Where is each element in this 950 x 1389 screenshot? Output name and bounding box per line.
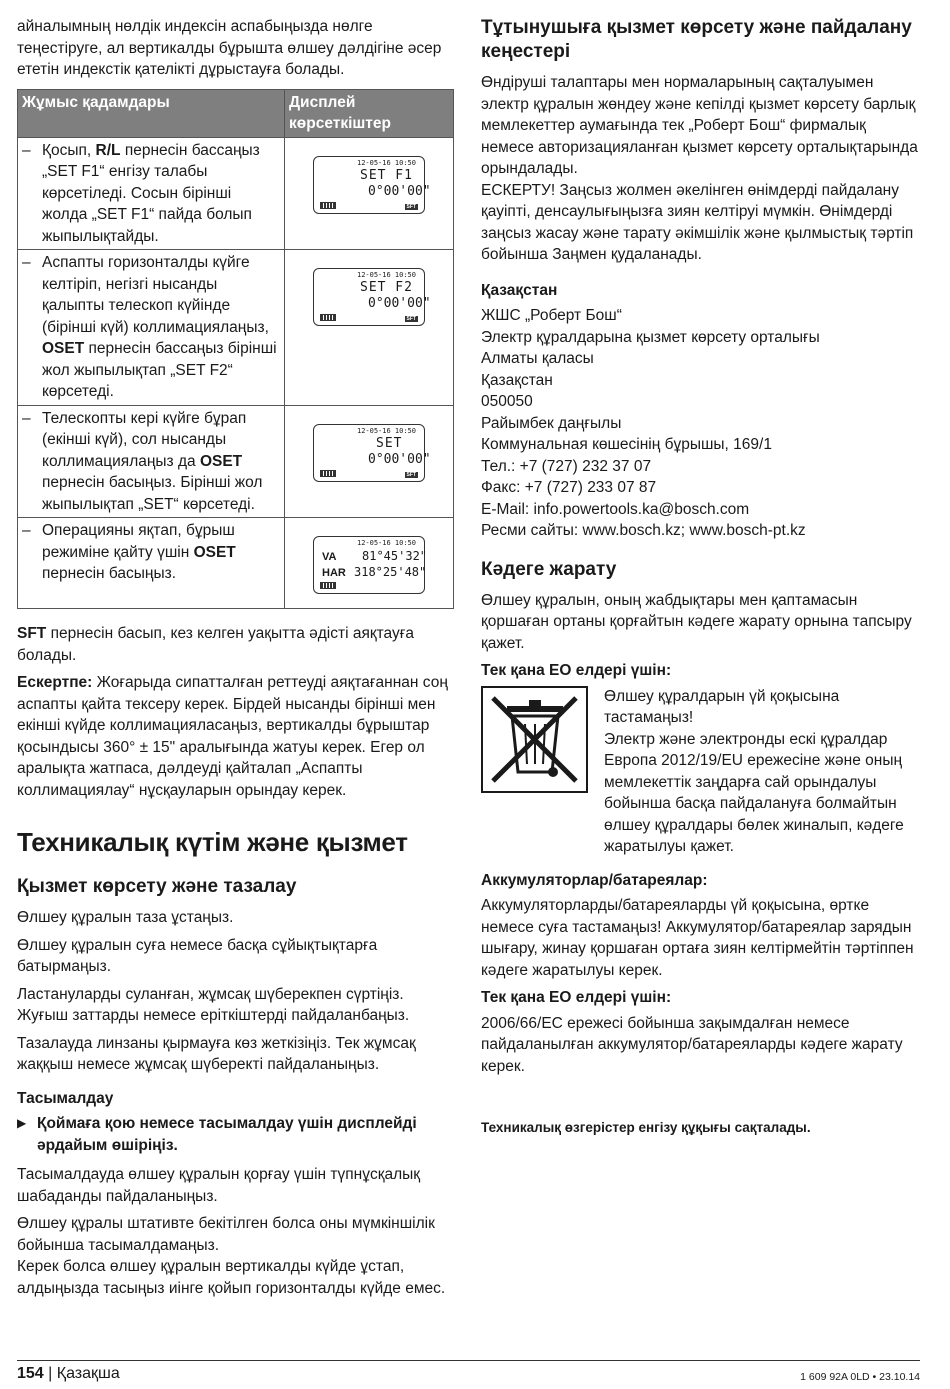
table-header	[18, 89, 454, 137]
sft-label: SFT	[406, 316, 416, 322]
transport-paragraph: Керек болса өлшеу құралын вертикалды күйде ұстап, алдыңызда тасыңыз иінге қойып горизонталды күйде емес.	[17, 1258, 446, 1297]
lcd-ha-label: HAR	[322, 567, 346, 579]
sft-label: SFT	[406, 471, 416, 478]
weee-block	[481, 686, 921, 864]
consumer-paragraph: Өндіруші талаптары мен нормаларының сақталуымен электр құралын жөндеу және кепілді қызмет көрсету барлық мемлекеттер аумағында тек „Роберт Бош“ фирмалық немесе авторизацияланған қызмет көрсету орталықтарында орындалады.	[481, 74, 918, 177]
lcd-line2: 0°00'00"	[368, 451, 431, 467]
rights-reserved-note: Техникалық өзгерістер енгізу құқығы сақталады.	[481, 1120, 811, 1135]
right-column	[481, 16, 921, 1139]
subsection-disposal: Кәдеге жарату	[481, 558, 617, 580]
battery-icon	[320, 470, 336, 477]
battery-icon	[320, 202, 336, 209]
transport-bullet-text: Қоймаға қою немесе тасымалдау үшін дисплейді әрдайым өшіріңіз.	[37, 1115, 417, 1154]
address-line: Тел.: +7 (727) 232 37 07	[481, 457, 652, 475]
lcd-timestamp: 12-05-16 10:50	[356, 271, 416, 279]
table-row	[18, 518, 454, 609]
eu-only-heading: Тек қана ЕО елдері үшін:	[481, 989, 672, 1006]
step-text: Аспапты горизонталды күйге келтіріп, негізгі нысанды қалыпты телескоп күйінде (бірінші күй) коллимациялаңыз, OSET пернесін бассаңыз бірінші жол жыпылықтап „SET F2“ көрсетеді.	[42, 254, 277, 400]
header-display: Дисплей көрсеткіштер	[285, 89, 454, 137]
lcd-line2: 0°00'00"	[368, 296, 431, 311]
lcd-display	[313, 268, 431, 326]
step-text: Телескопты кері күйге бұрап (екінші күй), сол нысанды коллимациялаңыз да OSET пернесін басыңыз. Бірінші жол жыпылықтап „SET“ көрсетеді.	[42, 409, 263, 513]
battery-icon	[320, 582, 336, 589]
lcd-timestamp: 12-05-16 10:50	[356, 158, 416, 167]
page-number: 154	[17, 1365, 44, 1382]
lcd-line1: SET F1	[360, 167, 413, 183]
work-steps-table	[17, 89, 454, 610]
table-row	[18, 405, 454, 518]
address-line: E-Mail: info.powertools.ka@bosch.com	[481, 500, 750, 518]
section-title-maintenance: Техникалық күтім және қызмет	[17, 827, 408, 857]
lcd-va-value: 81°45'32"	[362, 549, 428, 563]
weee-paragraph: Өлшеу құралдарын үй қоқысына тастамаңыз!	[604, 687, 840, 726]
row-dash: –	[22, 409, 31, 427]
subsection-service: Қызмет көрсету және тазалау	[17, 876, 297, 897]
header-steps: Жұмыс қадамдары	[18, 89, 285, 137]
sft-key: SFT	[17, 625, 47, 642]
footer-separator: |	[43, 1365, 57, 1382]
row-dash: –	[22, 141, 31, 159]
note-label: Ескертпе:	[17, 674, 93, 691]
transport-bullet	[17, 1113, 454, 1156]
address-line: Ресми сайты: www.bosch.kz; www.bosch-pt.kz	[481, 522, 806, 539]
batteries-paragraph: Аккумуляторларды/батареяларды үй қоқысына, өртке немесе суға тастамаңыз! Аккумулятор/батареялар зарядын шығару, жинау қоршаған ортаға зиян келтірмейтін тәртіппен кәдеге жаратылуы керек.	[481, 897, 914, 979]
lcd-line2: 0°00'00"	[368, 183, 431, 199]
service-paragraph: Ластануларды суланған, жұмсақ шүберекпен сүртіңіз. Жуғыш заттарды немесе еріткіштерді пайдаланбаңыз.	[17, 985, 410, 1024]
transport-paragraph: Тасымалдауда өлшеу құралын қорғау үшін түпнұсқалық шабаданды пайдаланыңыз.	[17, 1166, 421, 1205]
lcd-timestamp: 12-05-16 10:50	[356, 426, 416, 435]
sft-paragraph: SFT пернесін басып, кез келген уақытта әдісті аяқтауға болады.	[17, 625, 415, 664]
crossed-out-wheelie-bin-icon	[481, 686, 588, 793]
table-row	[18, 250, 454, 406]
intro-paragraph: айналымның нөлдік индексін аспабыңызда нөлге теңестіруге, ал вертикалды бұрышта өлшеу дәлдігіне әсер ететін индекстік қателікті дұрыстауға болады.	[17, 18, 442, 78]
lcd-line1: SET	[376, 435, 403, 451]
key-oset: OSET	[199, 452, 243, 470]
battery-icon	[320, 314, 336, 321]
subsection-consumer: Тұтынушыға қызмет көрсету және пайдалану кеңестері	[481, 17, 912, 62]
address-line: Коммунальная көшесінің бұрышы, 169/1	[481, 436, 772, 453]
row-dash: –	[22, 254, 31, 271]
lcd-va-label: VA	[322, 551, 337, 563]
lcd-line1: SET F2	[360, 280, 413, 295]
country-heading: Қазақстан	[481, 281, 558, 299]
step-text: Операцияны яқтап, бұрыш режиміне қайту үшін OSET пернесін басыңыз.	[42, 522, 236, 582]
transport-paragraph: Өлшеу құралы штативте бекітілген болса оны мүмкіншілік бойынша тасымалдамаңыз.	[17, 1215, 435, 1254]
weee-paragraph: Электр және электронды ескі құралдар Европа 2012/19/EU ережесіне және оның мемлекеттік заңдарға сай орындалуы бойынша басқа пайдалануға болмайтын өлшеу құралдары бөлек жиналып, кәдеге жаратылуы қажет.	[604, 730, 904, 855]
table-row	[18, 137, 454, 250]
page-footer	[17, 1360, 920, 1383]
batteries-heading: Аккумуляторлар/батареялар:	[481, 871, 708, 889]
lcd-timestamp: 12-05-16 10:50	[356, 539, 416, 547]
note-paragraph: Ескертпе: Жоғарыда сипатталған реттеуді аяқтағаннан соң аспапты қайта тексеру керек. Бірдей нысанды бірінші мен екінші күйде коллимацияласаңыз, вертикалды бұрыштар қосындысы 360° ± 15" аралығында жатуы керек. Егер ол аралықта жатпаса, дәлдеуді қайталап „Аспапты коллимациялау“ нұсқауларын орындау керек.	[17, 674, 448, 799]
service-paragraph: Тазалауда линзаны қырмауға көз жеткізіңіз. Тек жұмсақ жаққыш немесе жұмсақ шүберекті пайдаланыңыз.	[17, 1034, 416, 1073]
left-column	[17, 16, 454, 1305]
disposal-paragraph: Өлшеу құралын, оның жабдықтары мен қаптамасын қоршаған ортаны қорғайтын кәдеге жарату орнына тапсыру қажет.	[481, 591, 912, 652]
address-line: ЖШС „Роберт Бош“	[481, 307, 622, 324]
address-line: Райымбек даңғылы	[481, 414, 622, 432]
document-code: 1 609 92A 0LD • 23.10.14	[800, 1371, 920, 1383]
address-block	[481, 305, 921, 542]
step-text: Қосып, R/L пернесін бассаңыз „SET F1“ енгізу талабы көрсетіледі. Сосын бірінші жолда „SET F1“ пайда болып жыпылықтайды.	[42, 141, 260, 245]
key-rl: R/L	[95, 141, 121, 159]
lcd-display	[313, 156, 431, 214]
arrow-right-icon: ▶	[17, 1116, 27, 1130]
address-line: Электр құралдарына қызмет көрсету орталығы	[481, 328, 820, 346]
address-line: Алматы қаласы	[481, 350, 594, 367]
row-dash: –	[22, 522, 31, 539]
key-oset: OSET	[193, 543, 236, 561]
sft-label: SFT	[406, 203, 416, 210]
key-oset: OSET	[42, 340, 85, 357]
subsection-transport: Тасымалдау	[17, 1089, 114, 1107]
lcd-display	[313, 424, 431, 482]
service-paragraph: Өлшеу құралын суға немесе басқа сұйықтықтарға батырмаңыз.	[17, 936, 378, 975]
address-line: 050050	[481, 393, 533, 410]
footer-language: Қазақша	[56, 1365, 120, 1382]
lcd-display	[313, 536, 428, 594]
lcd-ha-value: 318°25'48"	[354, 565, 427, 579]
eu-only-heading: Тек қана ЕО елдері үшін:	[481, 662, 672, 679]
service-paragraph: Өлшеу құралын таза ұстаңыз.	[17, 909, 234, 926]
batteries-paragraph: 2006/66/EC ережесі бойынша зақымдалған немесе пайдаланылған аккумулятор/батареяларды кәдеге жарату керек.	[481, 1014, 903, 1075]
address-line: Қазақстан	[481, 371, 553, 389]
consumer-paragraph: ЕСКЕРТУ! Заңсыз жолмен әкелінген өнімдерді пайдалану қауіпті, денсаулығыңызға зиян келтіруі мүмкін. Өнімдерді заңсыз жасау және тарату әкімшілік және қылмыстық тәртіп бойынша Заңмен қудаланады.	[481, 181, 914, 263]
address-line: Факс: +7 (727) 233 07 87	[481, 479, 657, 496]
